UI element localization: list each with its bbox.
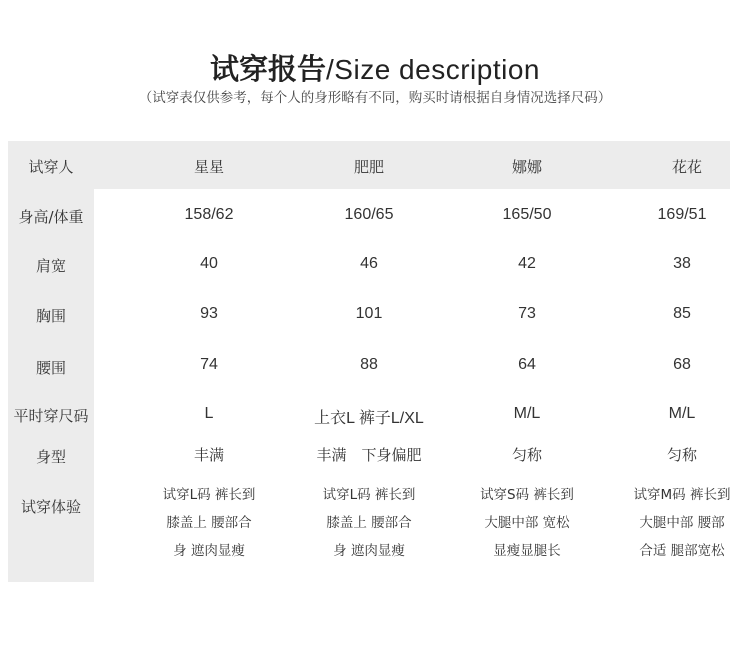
table-cell: 93 [200, 305, 218, 322]
experience-line: 试穿S码 裤长到 [480, 487, 574, 503]
experience-cell [467, 481, 587, 565]
table-cell: 46 [360, 255, 378, 272]
experience-cell [622, 481, 742, 565]
experience-line: 试穿L码 裤长到 [162, 487, 256, 503]
row-label-waist: 腰围 [35, 359, 66, 377]
title-chinese: 试穿报告 [210, 52, 327, 86]
table-cell: 40 [200, 255, 218, 272]
experience-line: 合适 腿部宽松 [639, 543, 725, 559]
experience-line: 显瘦显腿长 [493, 543, 561, 559]
table-cell: 101 [355, 305, 383, 322]
table-cell: 169/51 [657, 206, 707, 223]
experience-cell [149, 481, 269, 565]
row-label-body-type: 身型 [35, 448, 66, 466]
experience-cell [309, 481, 429, 565]
page-title [0, 47, 750, 88]
table-cell: 42 [518, 255, 536, 272]
row-label-shoulder: 肩宽 [35, 257, 66, 275]
title-english: /Size description [326, 54, 540, 85]
table-cell: 丰满 [193, 446, 224, 464]
table-cell: 158/62 [184, 206, 234, 223]
table-cell: 匀称 [666, 446, 697, 464]
row-label-chest: 胸围 [35, 307, 66, 325]
table-cell: 38 [673, 255, 691, 272]
experience-line: 试穿L码 裤长到 [322, 487, 416, 503]
person-name-header: 娜娜 [511, 158, 542, 176]
table-cell: L [204, 405, 214, 422]
person-name-header: 肥肥 [353, 158, 384, 176]
table-cell: 165/50 [502, 206, 552, 223]
experience-line: 大腿中部 宽松 [484, 515, 570, 531]
table-cell: 68 [673, 356, 691, 373]
experience-line: 身 遮肉显瘦 [333, 543, 405, 559]
table-cell: 73 [518, 305, 536, 322]
header-corner-label: 试穿人 [28, 158, 74, 176]
person-name-header: 星星 [193, 158, 224, 176]
table-cell: M/L [513, 405, 541, 422]
table-cell: M/L [668, 405, 696, 422]
row-label-experience: 试穿体验 [20, 498, 81, 516]
page-subtitle: （试穿表仅供参考，每个人的身形略有不同，购买时请根据自身情况选择尺码） [138, 90, 612, 106]
experience-line: 大腿中部 腰部 [639, 515, 725, 531]
person-name-header: 花花 [671, 158, 702, 176]
table-cell: 74 [200, 356, 218, 373]
row-label-height-weight: 身高/体重 [18, 208, 84, 226]
table-cell: 丰满 下身偏肥 [316, 446, 422, 464]
table-cell: 85 [673, 305, 691, 322]
table-cell: 上衣L 裤子L/XL [314, 410, 424, 427]
table-cell: 64 [518, 356, 536, 373]
table-cell: 匀称 [511, 446, 542, 464]
table-cell: 160/65 [344, 206, 394, 223]
experience-line: 试穿M码 裤长到 [633, 487, 731, 503]
experience-line: 膝盖上 腰部合 [326, 515, 412, 531]
table-cell: 88 [360, 356, 378, 373]
experience-line: 身 遮肉显瘦 [173, 543, 245, 559]
experience-line: 膝盖上 腰部合 [166, 515, 252, 531]
row-label-usual-size: 平时穿尺码 [13, 407, 89, 425]
